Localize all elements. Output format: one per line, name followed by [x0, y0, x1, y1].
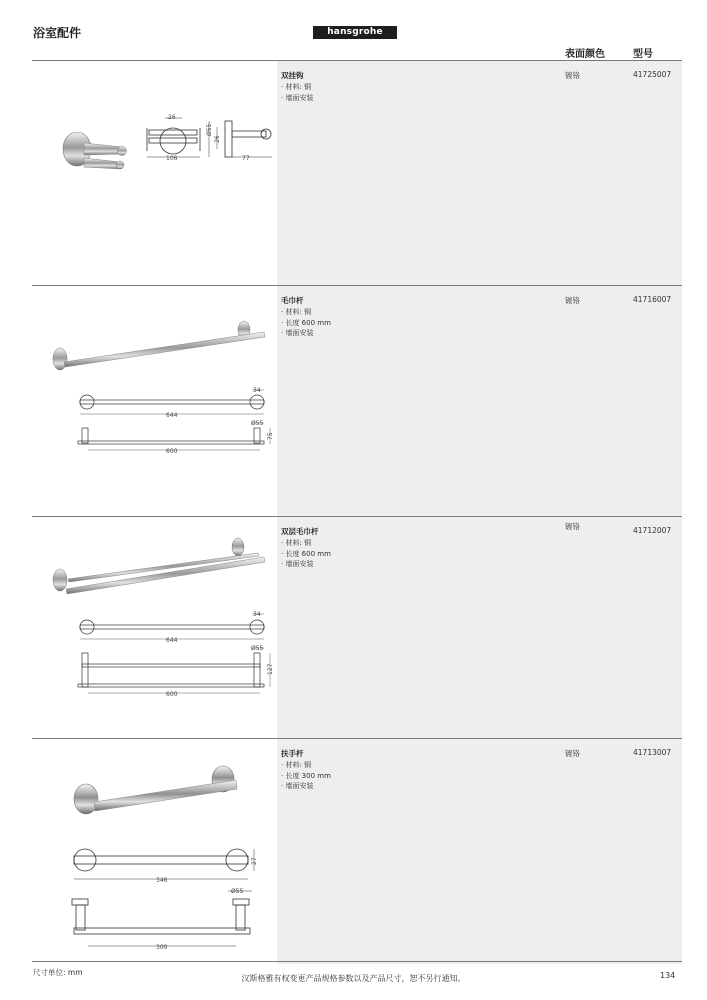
dim-label: Ø55: [251, 645, 264, 652]
spec-item: · 墙面安装: [281, 560, 314, 568]
spec-item: · 材料: 铜: [281, 83, 312, 91]
product-model: 41713007: [633, 748, 672, 757]
dim-label: 127: [267, 663, 274, 675]
product-table: [32, 60, 682, 964]
dim-label: 27: [251, 857, 258, 865]
product-row-double-hook: [32, 60, 682, 285]
product-finish: 镀铬: [565, 71, 580, 80]
dim-label: 346: [156, 877, 168, 884]
dim-label: Ø55: [231, 888, 244, 895]
double-towel-bar-drawing: [32, 517, 277, 738]
product-name: 双挂钩: [281, 71, 304, 80]
spec-item: · 材料: 铜: [281, 761, 312, 769]
dim-label: 34: [253, 387, 261, 394]
dim-label: 644: [166, 637, 178, 644]
product-model: 41725007: [633, 70, 672, 79]
spec-item: · 长度 600 mm: [281, 549, 331, 558]
dim-label: 34: [253, 611, 261, 618]
product-name: 毛巾杆: [281, 296, 304, 305]
product-info-area: [277, 61, 682, 285]
dim-label: 600: [166, 691, 178, 698]
disclaimer-notice: 汉斯格雅有权变更产品规格参数以及产品尺寸，恕不另行通知。: [241, 974, 466, 983]
product-drawing-area: [32, 61, 277, 285]
spec-item: · 墙面安装: [281, 782, 314, 790]
product-info-area: [277, 517, 682, 738]
brand-logo: hansgrohe: [313, 26, 397, 39]
spec-item: · 材料: 铜: [281, 539, 312, 547]
product-row-towel-bar: [32, 285, 682, 516]
product-finish: 镀铬: [565, 522, 580, 531]
table-bottom-border: [32, 961, 682, 962]
dim-label: 77: [242, 155, 250, 162]
spec-item: · 材料: 铜: [281, 308, 312, 316]
towel-bar-drawing: [32, 286, 277, 516]
product-name: 双层毛巾杆: [281, 527, 319, 536]
spec-item: · 墙面安装: [281, 329, 314, 337]
dim-label: 26: [214, 135, 221, 143]
product-row-grab-bar: [32, 738, 682, 964]
product-row-double-towel-bar: [32, 516, 682, 738]
double-hook-drawing: [32, 61, 277, 285]
dim-label: 600: [166, 448, 178, 455]
product-info-area: [277, 286, 682, 516]
product-specs: [281, 82, 313, 103]
product-drawing-area: [32, 517, 277, 738]
product-name: 扶手杆: [281, 749, 304, 758]
product-drawing-area: [32, 739, 277, 964]
dim-label: Ø55: [251, 420, 264, 427]
column-header-finish: 表面颜色: [565, 49, 605, 60]
product-specs: [281, 760, 331, 792]
column-header-model: 型号: [633, 49, 653, 60]
product-model: 41712007: [633, 526, 672, 535]
product-finish: 镀铬: [565, 296, 580, 305]
product-drawing-area: [32, 286, 277, 516]
product-specs: [281, 307, 331, 339]
spec-item: · 长度 600 mm: [281, 318, 331, 327]
dim-label: 75: [267, 432, 274, 440]
dim-label: Ø55: [206, 123, 213, 136]
dim-label: 26: [168, 114, 176, 121]
dim-label: 300: [156, 944, 168, 951]
product-specs: [281, 538, 331, 570]
section-title: 浴室配件: [33, 26, 82, 40]
product-model: 41716007: [633, 295, 672, 304]
page-number: 134: [660, 971, 676, 980]
unit-note: 尺寸单位: mm: [33, 968, 83, 977]
spec-item: · 墙面安装: [281, 93, 314, 102]
dim-label: 644: [166, 412, 178, 419]
grab-bar-drawing: [32, 739, 277, 964]
product-finish: 镀铬: [565, 749, 580, 758]
dim-label: 106: [166, 155, 178, 162]
spec-item: · 长度 300 mm: [281, 771, 331, 780]
product-info-area: [277, 739, 682, 964]
